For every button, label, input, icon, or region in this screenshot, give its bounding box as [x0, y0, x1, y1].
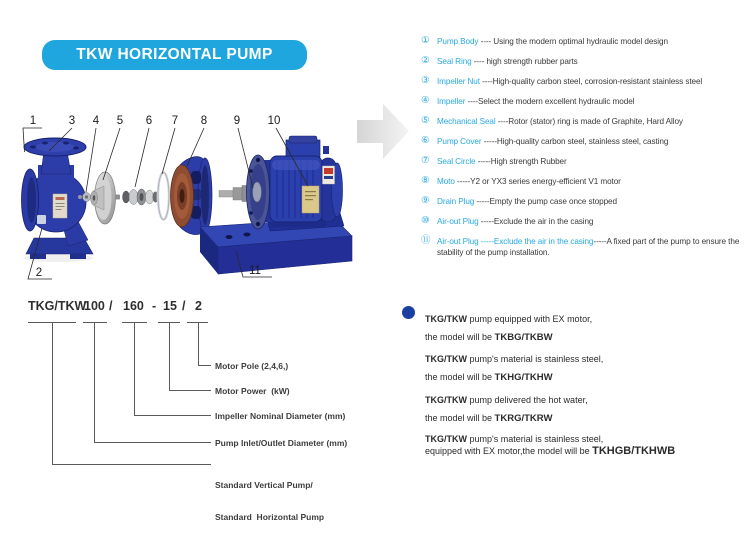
part-number-1: 1 [29, 115, 37, 127]
code-label-series-line1: Standard Vertical Pump/ [215, 480, 313, 490]
part-item [421, 156, 755, 167]
variant-text: pump's material is stainless steel, [467, 434, 604, 444]
right-arrow-icon [357, 104, 409, 159]
part-desc: -----A fixed part of the pump to ensure the stability of the pump installation. [437, 237, 740, 257]
part-number-9: 9 [233, 115, 241, 127]
part-desc: ---- high strength rubber parts [471, 57, 578, 66]
variant-model-code: TKHG/TKHW [494, 372, 553, 383]
code-label-inlet: Pump Inlet/Outlet Diameter (mm) [215, 438, 348, 448]
part-number-8: 8 [200, 115, 208, 127]
code-token-impeller: 160 [123, 299, 144, 313]
motor-illustration [219, 136, 343, 229]
part-name: Pump Body [437, 37, 479, 46]
part-name: Impeller Nut [437, 77, 480, 86]
bullet-dot-icon [402, 306, 415, 319]
variant-line [425, 331, 753, 344]
part-number-11: 11 [249, 265, 261, 277]
part-num-badge: ⑥ [421, 135, 430, 146]
code-token-series: TKG/TKW [28, 299, 87, 313]
part-num-badge: ⑧ [421, 175, 430, 186]
seal-circle-illustration [158, 173, 169, 220]
pump-cover-illustration [171, 157, 213, 235]
variant-line [425, 412, 753, 425]
part-name: Mechanical Seal [437, 117, 496, 126]
variant-series: TKG/TKW [425, 354, 467, 364]
variant-text: the model will be [425, 413, 495, 423]
code-connector [134, 415, 211, 416]
code-token-power: 15 [163, 299, 177, 313]
variant-text: pump equipped with EX motor, [467, 314, 593, 324]
code-label-pole: Motor Pole (2,4,6,) [215, 361, 289, 371]
part-desc: ----Select the modern excellent hydraulic model [465, 97, 635, 106]
code-token-sep2: - [152, 299, 157, 313]
part-num-badge: ⑦ [421, 155, 430, 166]
code-token-sep3: / [182, 299, 186, 313]
part-num-badge: ③ [421, 75, 430, 86]
part-number-6: 6 [145, 115, 153, 127]
code-connector [198, 365, 211, 366]
part-desc: -----Empty the pump case once stopped [474, 197, 617, 206]
part-name: Drain Plug [437, 197, 475, 206]
part-num-badge: ④ [421, 95, 430, 106]
part-name: Seal Circle [437, 157, 476, 166]
code-connector [52, 464, 211, 465]
code-connector [169, 390, 211, 391]
part-item [421, 76, 755, 87]
code-label-impeller: Impeller Nominal Diameter (mm) [215, 411, 346, 421]
model-variants-note [425, 313, 753, 457]
part-item [421, 196, 755, 207]
code-token-inlet: 100 [84, 299, 105, 313]
part-name: Pump Cover [437, 137, 482, 146]
variant-text: the model will be [425, 332, 495, 342]
part-name: Moto [437, 177, 455, 186]
part-desc: -----High-quality carbon steel, stainless steel, casting [481, 137, 669, 146]
page-title: TKW HORIZONTAL PUMP [76, 46, 273, 63]
part-num-badge: ⑨ [421, 195, 430, 206]
part-number-10: 10 [267, 115, 281, 127]
variant-series: TKG/TKW [425, 314, 467, 324]
part-name: Impeller [437, 97, 466, 106]
part-desc: -----Exclude the air in the casing [478, 217, 594, 226]
part-item [421, 56, 755, 67]
code-underline [83, 322, 107, 323]
variant-line [425, 433, 753, 445]
variant-line [425, 313, 753, 325]
variant-model-code: TKBG/TKBW [494, 332, 553, 343]
code-label-series [215, 459, 324, 543]
part-name: Air-out Plug -----Exclude the air in the casing [437, 237, 594, 246]
variant-line [425, 445, 753, 457]
part-desc: -----Y2 or YX3 series energy-efficient V1 motor [454, 177, 621, 186]
part-num-badge: ⑪ [421, 235, 431, 246]
code-label-power: Motor Power (kW) [215, 386, 290, 396]
mechanical-seal-illustration [115, 189, 159, 205]
variant-series: TKG/TKW [425, 395, 467, 405]
part-desc: -----High strength Rubber [475, 157, 567, 166]
code-token-pole: 2 [195, 299, 202, 313]
part-desc: ----Rotor (stator) ring is made of Graphite, Hard Alloy [495, 117, 683, 126]
parts-list [421, 36, 755, 267]
part-num-badge: ② [421, 55, 430, 66]
variant-text: the model will be [425, 372, 495, 382]
part-name: Air-out Plug [437, 217, 479, 226]
variant-series: TKG/TKW [425, 434, 467, 444]
code-connector [94, 323, 95, 443]
part-num-badge: ① [421, 35, 430, 46]
part-num-badge: ⑩ [421, 215, 430, 226]
part-name: Seal Ring [437, 57, 472, 66]
variant-text: pump's material is stainless steel, [467, 354, 604, 364]
variant-line [425, 353, 753, 365]
part-item [421, 136, 755, 147]
part-number-7: 7 [171, 115, 179, 127]
variant-line [425, 371, 753, 384]
variant-text: equipped with EX motor,the model will be [425, 446, 593, 456]
code-label-series-line2: Standard Horizontal Pump [215, 511, 325, 522]
code-connector [169, 323, 170, 391]
part-item [421, 116, 755, 127]
part-number-2: 2 [35, 267, 43, 279]
part-desc: ----High-quality carbon steel, corrosion-resistant stainless steel [479, 77, 703, 86]
code-connector [134, 323, 135, 416]
variant-line [425, 394, 753, 406]
code-connector [52, 323, 53, 465]
code-connector [94, 442, 211, 443]
variant-model-code: TKHGB/TKHWB [592, 445, 676, 457]
part-desc: ---- Using the modern optimal hydraulic model design [478, 37, 668, 46]
part-number-5: 5 [116, 115, 124, 127]
part-number-3: 3 [68, 115, 76, 127]
pump-body-illustration [22, 138, 94, 262]
part-num-badge: ⑤ [421, 115, 430, 126]
part-item [421, 236, 755, 258]
code-token-sep1: / [109, 299, 113, 313]
variant-model-code: TKRG/TKRW [494, 413, 553, 424]
part-item [421, 176, 755, 187]
variant-text: pump delivered the hot water, [467, 395, 588, 405]
part-number-4: 4 [92, 115, 100, 127]
title-banner [42, 40, 307, 70]
part-item [421, 96, 755, 107]
part-item [421, 36, 755, 47]
code-connector [198, 323, 199, 366]
part-item [421, 216, 755, 227]
